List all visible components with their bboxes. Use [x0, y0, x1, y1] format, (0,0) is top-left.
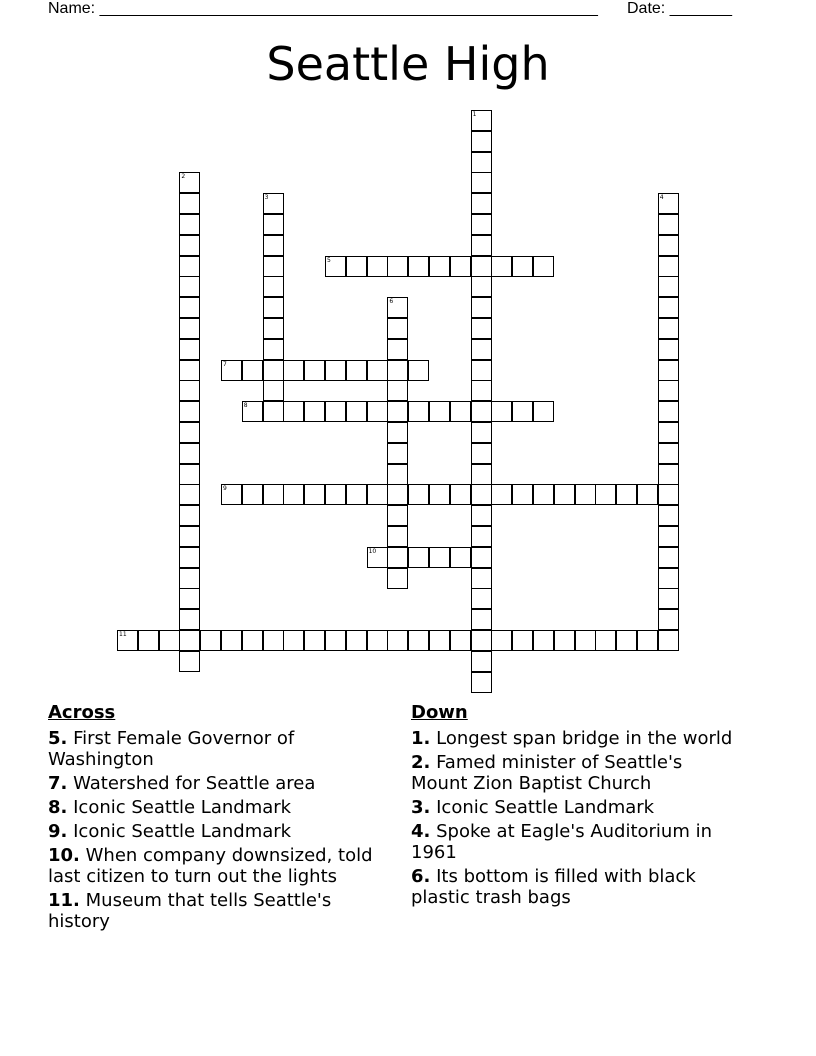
grid-cell[interactable]: [471, 547, 492, 568]
grid-cell[interactable]: [450, 630, 471, 651]
grid-cell[interactable]: [491, 256, 512, 277]
grid-cell[interactable]: [471, 214, 492, 235]
grid-cell[interactable]: [658, 505, 679, 526]
grid-cell[interactable]: [263, 256, 284, 277]
grid-cell[interactable]: [367, 256, 388, 277]
grid-cell[interactable]: [595, 630, 616, 651]
grid-cell[interactable]: [658, 422, 679, 443]
clue-text: Iconic Seattle Landmark: [73, 821, 292, 842]
grid-cell[interactable]: [387, 380, 408, 401]
date-field-label: Date: _______: [627, 0, 732, 17]
clue-number: 4.: [411, 821, 431, 842]
grid-cell[interactable]: [387, 630, 408, 651]
clue-number: 10.: [48, 845, 80, 866]
clue-number: 9.: [48, 821, 68, 842]
grid-cell[interactable]: [263, 630, 284, 651]
grid-cell[interactable]: [283, 630, 304, 651]
clue-text: Museum that tells Seattle's history: [48, 890, 332, 932]
grid-cell[interactable]: [658, 380, 679, 401]
grid-cell[interactable]: [387, 318, 408, 339]
clue-text: Watershed for Seattle area: [73, 773, 316, 794]
clue-text: Spoke at Eagle's Auditorium in 1961: [411, 821, 713, 863]
grid-cell[interactable]: [658, 401, 679, 422]
grid-cell[interactable]: [263, 318, 284, 339]
clue-number-label: 2: [181, 173, 186, 181]
grid-cell[interactable]: [179, 297, 200, 318]
grid-cell[interactable]: [471, 360, 492, 381]
across-heading: Across: [48, 702, 116, 723]
grid-cell[interactable]: [387, 526, 408, 547]
grid-cell[interactable]: [471, 505, 492, 526]
grid-cell[interactable]: [471, 609, 492, 630]
clue-number-label: 10: [368, 547, 377, 555]
across-clue-list: [48, 728, 398, 932]
grid-cell[interactable]: [263, 339, 284, 360]
grid-cell[interactable]: [179, 505, 200, 526]
grid-cell[interactable]: [637, 484, 658, 505]
grid-cell[interactable]: [471, 443, 492, 464]
grid-cell[interactable]: [471, 318, 492, 339]
grid-cell[interactable]: [283, 401, 304, 422]
clue-number: 6.: [411, 866, 431, 887]
clue-number: 5.: [48, 728, 68, 749]
clue-text: Iconic Seattle Landmark: [436, 797, 655, 818]
down-clue: [411, 866, 741, 908]
grid-cell[interactable]: [471, 630, 492, 651]
grid-cell[interactable]: [263, 380, 284, 401]
grid-cell[interactable]: [408, 484, 429, 505]
grid-cell[interactable]: [491, 401, 512, 422]
down-clue-list: [411, 728, 741, 908]
across-clue: [48, 773, 398, 794]
grid-cell[interactable]: [512, 401, 533, 422]
grid-cell[interactable]: [387, 547, 408, 568]
grid-cell[interactable]: [554, 630, 575, 651]
grid-cell[interactable]: [533, 401, 554, 422]
grid-cell[interactable]: [387, 360, 408, 381]
across-clue: [48, 728, 398, 770]
grid-cell[interactable]: [179, 422, 200, 443]
grid-cell[interactable]: [325, 630, 346, 651]
grid-cell[interactable]: [429, 630, 450, 651]
grid-cell[interactable]: [471, 276, 492, 297]
grid-cell[interactable]: [179, 568, 200, 589]
grid-cell[interactable]: [325, 484, 346, 505]
grid-cell[interactable]: [471, 672, 492, 693]
down-clues: [411, 702, 741, 911]
grid-cell[interactable]: [179, 193, 200, 214]
grid-cell[interactable]: [263, 214, 284, 235]
grid-cell[interactable]: [179, 547, 200, 568]
grid-cell[interactable]: [658, 235, 679, 256]
grid-cell[interactable]: [325, 401, 346, 422]
clue-text: First Female Governor of Washington: [48, 728, 295, 770]
clue-number-label: 1: [472, 111, 477, 118]
grid-cell[interactable]: [658, 256, 679, 277]
grid-cell[interactable]: [304, 360, 325, 381]
grid-cell[interactable]: [138, 630, 159, 651]
grid-cell[interactable]: [471, 172, 492, 193]
grid-cell[interactable]: [595, 484, 616, 505]
grid-cell[interactable]: [471, 588, 492, 609]
grid-cell[interactable]: [367, 360, 388, 381]
grid-cell[interactable]: [471, 568, 492, 589]
clue-text: Its bottom is filled with black plastic trash bags: [411, 866, 696, 908]
clue-text: Famed minister of Seattle's Mount Zion Baptist Church: [411, 752, 683, 794]
grid-cell[interactable]: [429, 547, 450, 568]
grid-cell[interactable]: [471, 422, 492, 443]
grid-cell[interactable]: [263, 235, 284, 256]
grid-cell[interactable]: [179, 443, 200, 464]
clue-number-label: 9: [223, 485, 227, 493]
grid-cell[interactable]: [346, 256, 367, 277]
across-clue: [48, 890, 398, 932]
grid-cell[interactable]: [367, 630, 388, 651]
grid-cell[interactable]: [179, 235, 200, 256]
grid-cell[interactable]: [408, 360, 429, 381]
grid-cell[interactable]: [471, 339, 492, 360]
grid-cell[interactable]: [179, 484, 200, 505]
grid-cell[interactable]: [512, 256, 533, 277]
grid-cell[interactable]: [387, 401, 408, 422]
grid-cell[interactable]: [179, 214, 200, 235]
grid-cell[interactable]: [533, 256, 554, 277]
clue-number-label: 3: [264, 194, 269, 202]
grid-cell[interactable]: [471, 380, 492, 401]
grid-cell[interactable]: [658, 609, 679, 630]
grid-cell[interactable]: [367, 484, 388, 505]
grid-cell[interactable]: [471, 526, 492, 547]
grid-cell[interactable]: [263, 276, 284, 297]
grid-cell[interactable]: [387, 484, 408, 505]
grid-cell[interactable]: [387, 505, 408, 526]
grid-cell[interactable]: [658, 360, 679, 381]
grid-cell[interactable]: [263, 484, 284, 505]
grid-cell[interactable]: [387, 568, 408, 589]
across-clue: [48, 797, 398, 818]
clue-number: 3.: [411, 797, 431, 818]
grid-cell[interactable]: [658, 547, 679, 568]
grid-cell[interactable]: [575, 484, 596, 505]
grid-cell[interactable]: [408, 630, 429, 651]
grid-cell[interactable]: [387, 339, 408, 360]
grid-cell[interactable]: [471, 193, 492, 214]
clue-number: 1.: [411, 728, 431, 749]
grid-cell[interactable]: [658, 526, 679, 547]
grid-cell[interactable]: [658, 276, 679, 297]
grid-cell[interactable]: [159, 630, 180, 651]
grid-cell[interactable]: [658, 484, 679, 505]
grid-cell[interactable]: [471, 651, 492, 672]
grid-cell[interactable]: [658, 297, 679, 318]
grid-cell[interactable]: [387, 464, 408, 485]
grid-cell[interactable]: [283, 360, 304, 381]
grid-cell[interactable]: [263, 297, 284, 318]
grid-cell[interactable]: [408, 401, 429, 422]
across-clue: [48, 821, 398, 842]
grid-cell[interactable]: [263, 360, 284, 381]
grid-cell[interactable]: [471, 484, 492, 505]
grid-cell[interactable]: [554, 484, 575, 505]
grid-cell[interactable]: [575, 630, 596, 651]
grid-cell[interactable]: [658, 568, 679, 589]
grid-cell[interactable]: [242, 630, 263, 651]
grid-cell[interactable]: [491, 484, 512, 505]
grid-cell[interactable]: [304, 401, 325, 422]
across-clue: [48, 845, 398, 887]
down-clue: [411, 752, 741, 794]
grid-cell[interactable]: [471, 152, 492, 173]
grid-cell[interactable]: [408, 547, 429, 568]
down-clue: [411, 821, 741, 863]
grid-cell[interactable]: [179, 464, 200, 485]
grid-cell[interactable]: [658, 588, 679, 609]
grid-cell[interactable]: [200, 630, 221, 651]
grid-cell[interactable]: [179, 651, 200, 672]
grid-cell[interactable]: [471, 401, 492, 422]
grid-cell[interactable]: [533, 484, 554, 505]
grid-cell[interactable]: [491, 630, 512, 651]
clue-number: 7.: [48, 773, 68, 794]
clue-number-label: 4: [659, 194, 664, 202]
clue-number-label: 5: [327, 256, 331, 264]
grid-cell[interactable]: [242, 484, 263, 505]
grid-cell[interactable]: [242, 360, 263, 381]
grid-cell[interactable]: [346, 484, 367, 505]
grid-cell[interactable]: [221, 630, 242, 651]
down-heading: Down: [411, 702, 468, 723]
clue-number-label: 8: [243, 402, 248, 410]
grid-cell[interactable]: [179, 630, 200, 651]
grid-cell[interactable]: [512, 484, 533, 505]
grid-cell[interactable]: [616, 630, 637, 651]
clue-number-label: 11: [119, 631, 127, 638]
grid-cell[interactable]: [658, 630, 679, 651]
grid-cell[interactable]: [658, 214, 679, 235]
grid-cell[interactable]: [658, 339, 679, 360]
grid-cell[interactable]: [471, 131, 492, 152]
grid-cell[interactable]: [450, 256, 471, 277]
grid-cell[interactable]: [450, 401, 471, 422]
grid-cell[interactable]: [263, 401, 284, 422]
down-clue: [411, 797, 741, 818]
grid-cell[interactable]: [471, 297, 492, 318]
grid-cell[interactable]: [346, 360, 367, 381]
grid-cell[interactable]: [346, 401, 367, 422]
grid-cell[interactable]: [179, 339, 200, 360]
grid-cell[interactable]: [304, 630, 325, 651]
grid-cell[interactable]: [179, 401, 200, 422]
grid-cell[interactable]: [387, 422, 408, 443]
clue-number: 8.: [48, 797, 68, 818]
grid-cell[interactable]: [408, 256, 429, 277]
grid-cell[interactable]: [658, 443, 679, 464]
down-clue: [411, 728, 741, 749]
grid-cell[interactable]: [429, 484, 450, 505]
grid-cell[interactable]: [179, 609, 200, 630]
grid-cell[interactable]: [637, 630, 658, 651]
grid-cell[interactable]: [304, 484, 325, 505]
grid-cell[interactable]: [367, 401, 388, 422]
grid-cell[interactable]: [471, 256, 492, 277]
clue-number-label: 7: [223, 360, 227, 368]
grid-cell[interactable]: [450, 547, 471, 568]
across-clues: [48, 702, 398, 935]
grid-cell[interactable]: [658, 318, 679, 339]
grid-cell[interactable]: [658, 464, 679, 485]
clue-number: 11.: [48, 890, 80, 911]
grid-cell[interactable]: [283, 484, 304, 505]
grid-cell[interactable]: [471, 235, 492, 256]
grid-cell[interactable]: [533, 630, 554, 651]
grid-cell[interactable]: [179, 526, 200, 547]
grid-cell[interactable]: [179, 588, 200, 609]
name-field-label: Name: ________________________________________________________: [48, 0, 598, 17]
grid-cell[interactable]: [179, 256, 200, 277]
grid-cell[interactable]: [387, 443, 408, 464]
grid-cell[interactable]: [346, 630, 367, 651]
clue-text: Longest span bridge in the world: [436, 728, 733, 749]
grid-cell[interactable]: [616, 484, 637, 505]
grid-cell[interactable]: [471, 464, 492, 485]
grid-cell[interactable]: [429, 256, 450, 277]
grid-cell[interactable]: [387, 256, 408, 277]
clue-number-label: 6: [389, 298, 394, 306]
grid-cell[interactable]: [429, 401, 450, 422]
clue-text: When company downsized, told last citizen to turn out the lights: [48, 845, 373, 887]
grid-cell[interactable]: [179, 276, 200, 297]
grid-cell[interactable]: [325, 360, 346, 381]
puzzle-title: Seattle High: [266, 37, 550, 91]
clue-text: Iconic Seattle Landmark: [73, 797, 292, 818]
grid-cell[interactable]: [179, 380, 200, 401]
grid-cell[interactable]: [179, 360, 200, 381]
grid-cell[interactable]: [179, 318, 200, 339]
clue-number: 2.: [411, 752, 431, 773]
grid-cell[interactable]: [450, 484, 471, 505]
grid-cell[interactable]: [512, 630, 533, 651]
